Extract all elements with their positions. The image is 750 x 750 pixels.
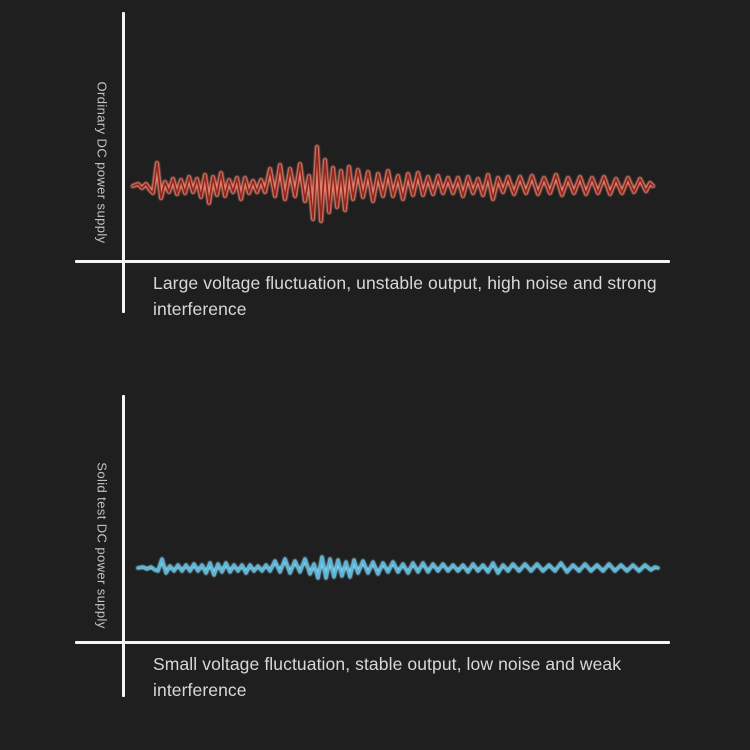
y-axis-label-wrap-top xyxy=(84,12,120,312)
stable-waveform xyxy=(138,557,658,578)
y-axis-line-top xyxy=(122,12,125,313)
caption-ordinary-dc: Large voltage fluctuation, unstable output, high noise and strong interference xyxy=(153,273,657,319)
x-axis-line-bottom xyxy=(75,641,670,644)
y-axis-label-wrap-bottom xyxy=(84,395,120,695)
y-axis-label-top: Ordinary DC power supply xyxy=(94,80,110,244)
noisy-waveform xyxy=(133,147,653,221)
x-axis-line-top xyxy=(75,260,670,263)
y-axis-line-bottom xyxy=(122,395,125,697)
y-axis-label-bottom: Solid test DC power supply xyxy=(94,461,110,629)
caption-solid-test-dc: Small voltage fluctuation, stable output, low noise and weak interference xyxy=(153,654,622,700)
